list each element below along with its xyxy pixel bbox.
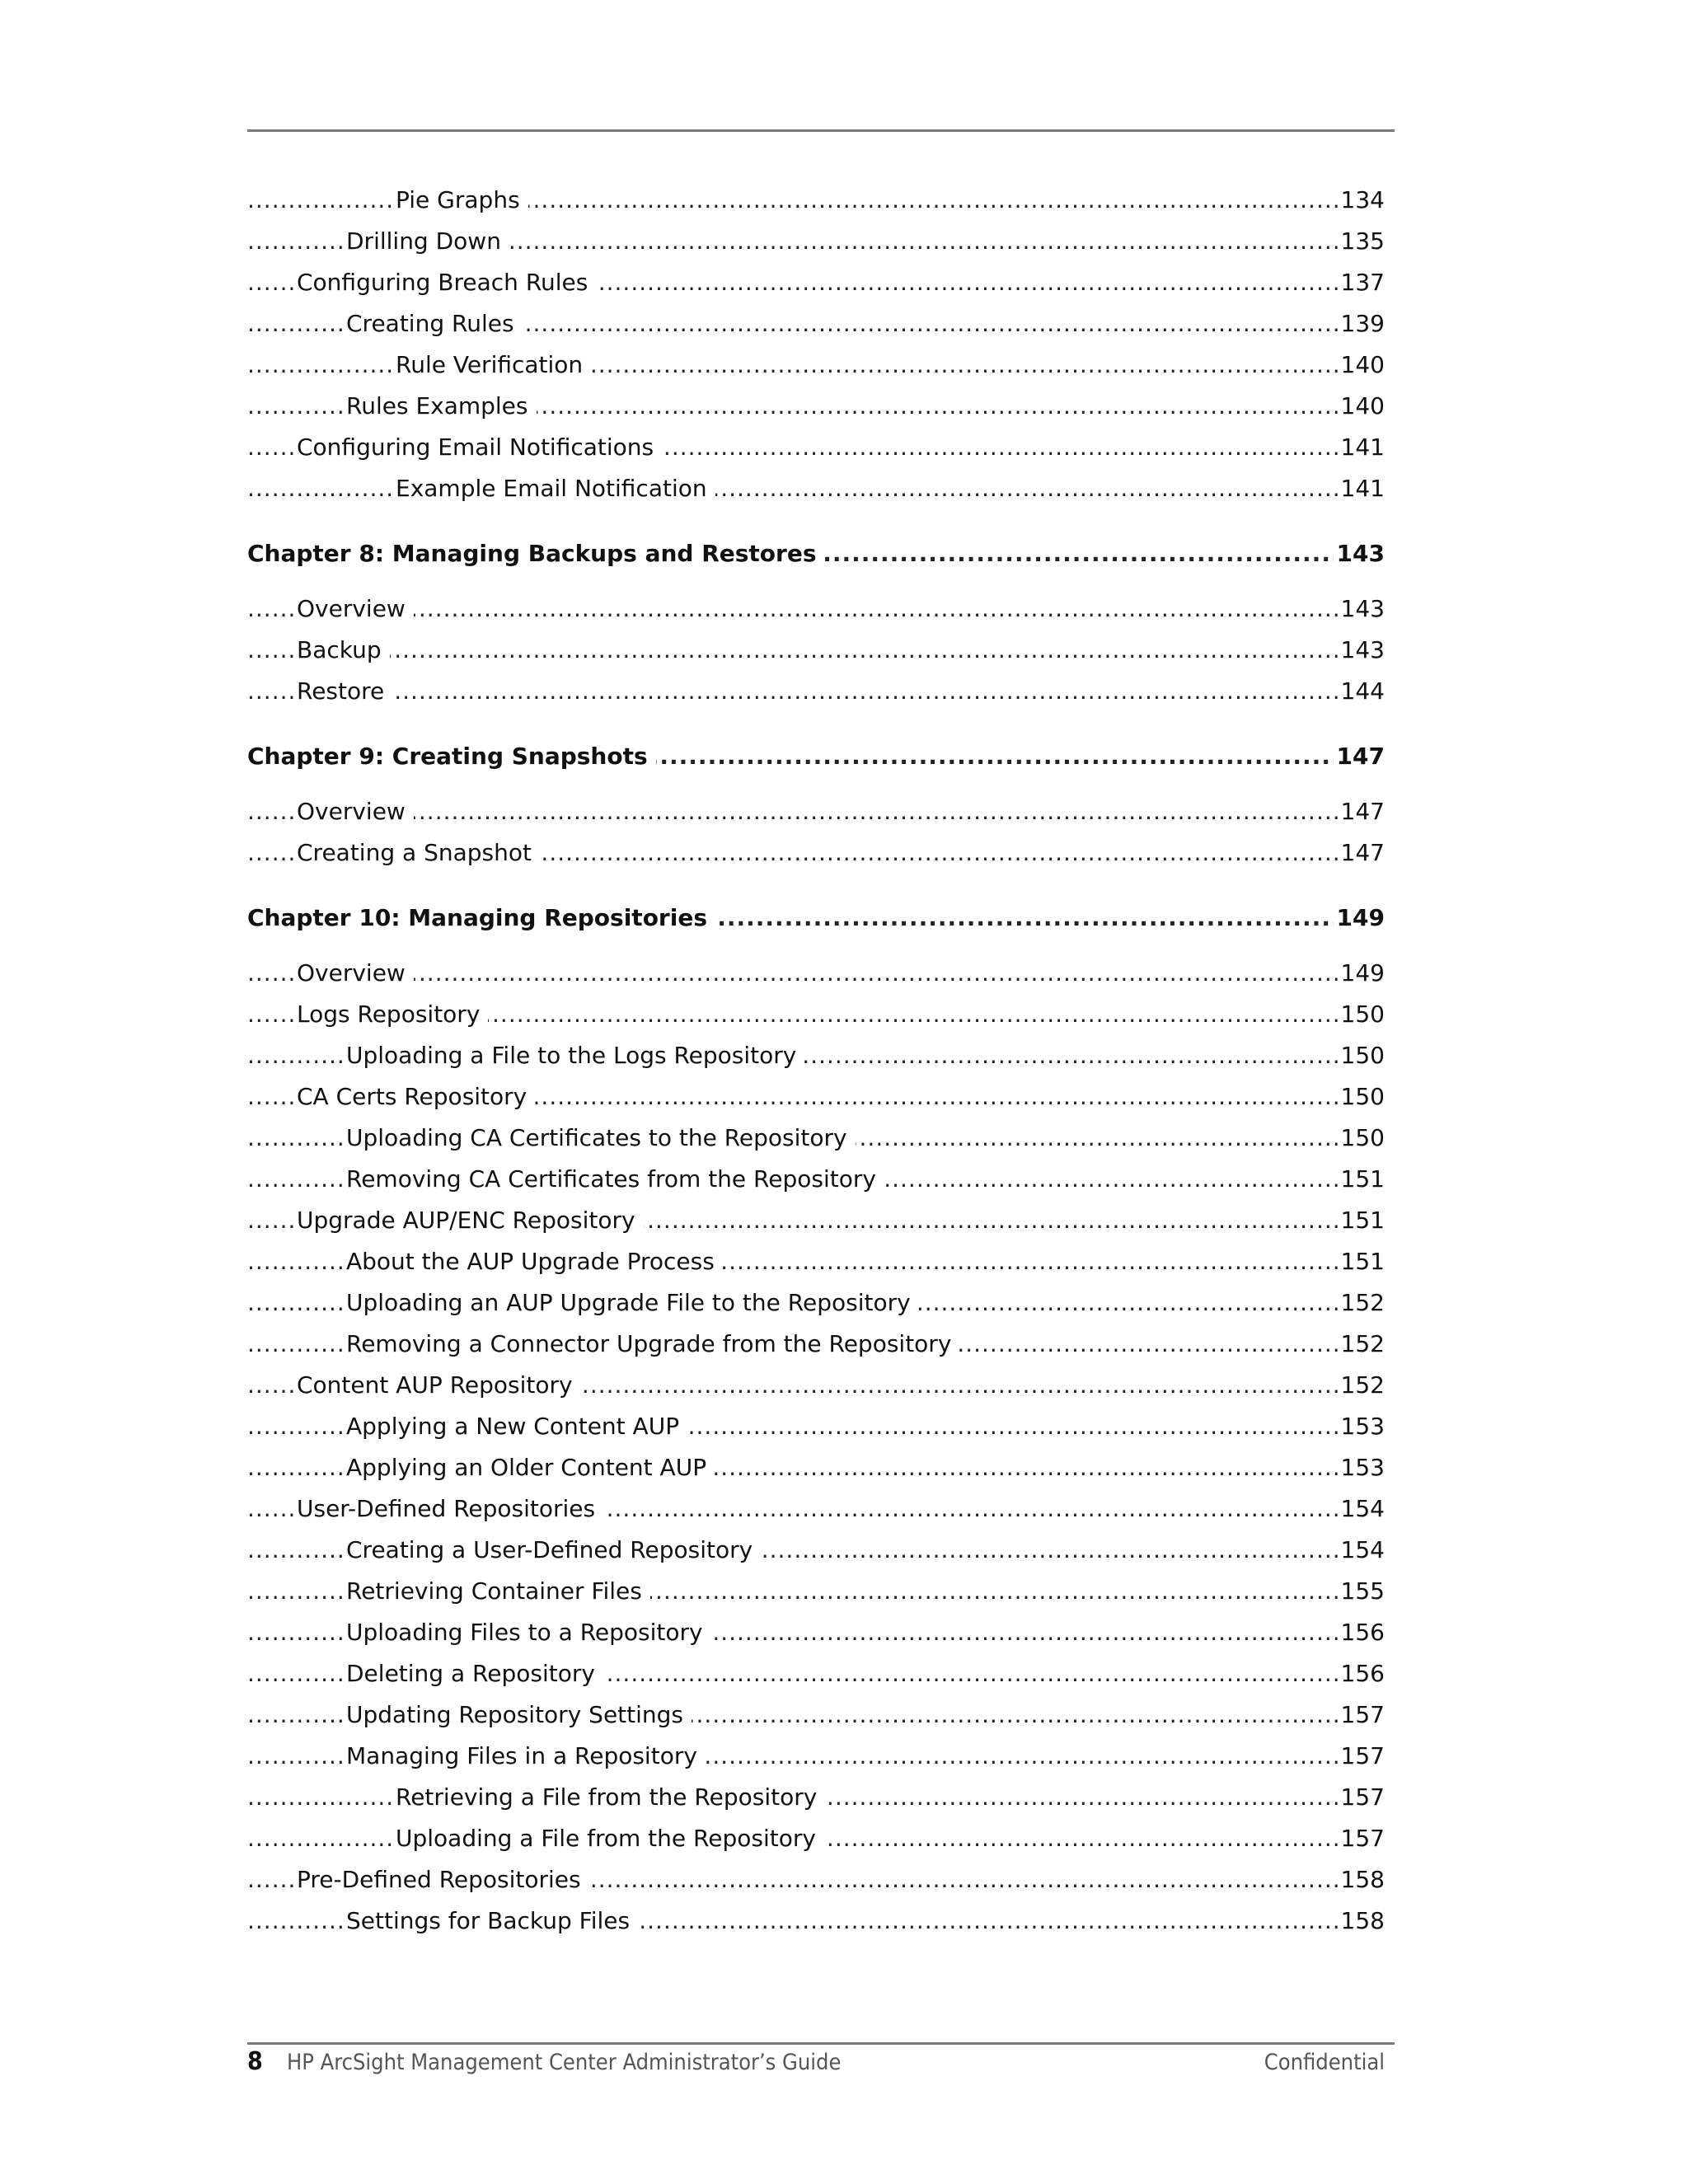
toc-entry[interactable] — [247, 303, 1385, 344]
toc-entry-page-number: 151 — [1338, 1159, 1385, 1200]
toc-entry-label: ..... Backup — [297, 630, 390, 671]
toc-entry[interactable] — [247, 1694, 1385, 1736]
toc-entry-label: ..... Chapter 10: Managing Repositories — [247, 898, 715, 939]
toc-entry[interactable] — [247, 1447, 1385, 1488]
toc-entry[interactable] — [247, 221, 1385, 262]
toc-entry[interactable] — [247, 1859, 1385, 1900]
toc-entry-label: ..... Chapter 8: Managing Backups and Restores — [247, 533, 825, 574]
toc-entry-label: ..... Configuring Email Notifications — [297, 427, 662, 468]
toc-entry-label: ..... About the AUP Upgrade Process — [346, 1241, 723, 1282]
toc-entry[interactable] — [247, 1612, 1385, 1653]
toc-entry[interactable] — [247, 344, 1385, 386]
toc-entry[interactable] — [247, 671, 1385, 712]
toc-entry-label: ..... Logs Repository — [297, 994, 488, 1035]
toc-entry-label: ..... Creating a Snapshot — [297, 832, 540, 874]
toc-entry-label: ..... Retrieving a File from the Repository — [396, 1777, 825, 1818]
toc-entry[interactable] — [247, 468, 1385, 509]
toc-entry[interactable] — [247, 1324, 1385, 1365]
toc-entry-page-number: 147 — [1338, 832, 1385, 874]
toc-entry-label: ..... Configuring Breach Rules — [297, 262, 596, 303]
toc-entry[interactable] — [247, 1736, 1385, 1777]
toc-entry-label: ..... Removing a Connector Upgrade from the Repository — [346, 1324, 959, 1365]
toc-entry-label: ..... User-Defined Repositories — [297, 1488, 603, 1530]
toc-entry-page-number: 144 — [1338, 671, 1385, 712]
toc-entry-page-number: 157 — [1338, 1736, 1385, 1777]
toc-entry-page-number: 150 — [1338, 1118, 1385, 1159]
toc-entry-page-number: 154 — [1338, 1488, 1385, 1530]
toc-entry[interactable] — [247, 262, 1385, 303]
toc-entry[interactable] — [247, 386, 1385, 427]
toc-entry-label: ..... CA Certs Repository — [297, 1076, 535, 1118]
toc-entry[interactable] — [247, 1200, 1385, 1241]
toc-entry[interactable] — [247, 1076, 1385, 1118]
header-rule — [247, 129, 1395, 132]
toc-entry-label: ..... Managing Files in a Repository — [346, 1736, 706, 1777]
toc-entry[interactable] — [247, 1653, 1385, 1694]
toc-entry-label: ..... Settings for Backup Files — [346, 1900, 638, 1942]
toc-entry-label: ..... Removing CA Certificates from the Repository — [346, 1159, 884, 1200]
toc-entry-label: ..... Applying an Older Content AUP — [346, 1447, 715, 1488]
toc-entry-label: ..... Restore — [297, 671, 392, 712]
toc-entry-label: ..... Pre-Defined Repositories — [297, 1859, 589, 1900]
toc-entry-page-number: 147 — [1338, 791, 1385, 832]
toc-entry[interactable] — [247, 1241, 1385, 1282]
toc-entry-page-number: 158 — [1338, 1859, 1385, 1900]
toc-entry-label: ..... Uploading Files to a Repository — [346, 1612, 711, 1653]
toc-entry-page-number: 158 — [1338, 1900, 1385, 1942]
toc-entry-label: ..... Content AUP Repository — [297, 1365, 581, 1406]
toc-entry[interactable] — [247, 180, 1385, 221]
footer-rule — [247, 2042, 1395, 2045]
toc-entry-label: ..... Creating Rules — [346, 303, 523, 344]
toc-entry-page-number: 143 — [1338, 588, 1385, 630]
toc-entry-label: ..... Overview — [297, 953, 414, 994]
toc-entry[interactable] — [247, 1571, 1385, 1612]
toc-entry-label: ..... Creating a User-Defined Repository — [346, 1530, 761, 1571]
toc-chapter-entry[interactable] — [247, 736, 1385, 777]
toc-entry-label: ..... Drilling Down — [346, 221, 509, 262]
footer-confidential: Confidential — [1264, 2050, 1385, 2075]
toc-entry[interactable] — [247, 1530, 1385, 1571]
toc-entry-page-number: 143 — [1338, 630, 1385, 671]
toc-entry-page-number: 152 — [1338, 1282, 1385, 1324]
toc-entry-label: ..... Uploading a File from the Repository — [396, 1818, 824, 1859]
toc-entry-label: ..... Uploading CA Certificates to the Repository — [346, 1118, 856, 1159]
toc-entry-page-number: 157 — [1338, 1818, 1385, 1859]
toc-entry-label: ..... Upgrade AUP/ENC Repository — [297, 1200, 644, 1241]
toc-entry[interactable] — [247, 1282, 1385, 1324]
toc-entry-label: ..... Applying a New Content AUP — [346, 1406, 687, 1447]
page-footer — [247, 2047, 1385, 2080]
footer-page-number: 8 — [247, 2047, 263, 2076]
toc-entry-label: ..... Deleting a Repository — [346, 1653, 603, 1694]
toc-entry[interactable] — [247, 1365, 1385, 1406]
toc-entry-page-number: 153 — [1338, 1447, 1385, 1488]
toc-entry-page-number: 141 — [1338, 427, 1385, 468]
toc-entry-page-number: 140 — [1338, 386, 1385, 427]
toc-entry-page-number: 152 — [1338, 1365, 1385, 1406]
toc-entry[interactable] — [247, 427, 1385, 468]
toc-entry-page-number: 150 — [1338, 994, 1385, 1035]
toc-entry-label: ..... Example Email Notification — [396, 468, 715, 509]
toc-entry-page-number: 152 — [1338, 1324, 1385, 1365]
footer-guide-title: HP ArcSight Management Center Administrator’s Guide — [287, 2050, 842, 2075]
toc-entry-page-number: 155 — [1338, 1571, 1385, 1612]
toc-entry[interactable] — [247, 1900, 1385, 1942]
toc-entry-page-number: 150 — [1338, 1076, 1385, 1118]
toc-entry-page-number: 150 — [1338, 1035, 1385, 1076]
toc-entry-page-number: 157 — [1338, 1777, 1385, 1818]
toc-entry-page-number: 149 — [1338, 953, 1385, 994]
toc-entry[interactable] — [247, 994, 1385, 1035]
toc-entry-page-number: 139 — [1338, 303, 1385, 344]
toc-entry-page-number: 140 — [1338, 344, 1385, 386]
toc-entry[interactable] — [247, 630, 1385, 671]
toc-entry-label: ..... Rules Examples — [346, 386, 537, 427]
toc-entry[interactable] — [247, 588, 1385, 630]
toc-entry-label: ..... Retrieving Container Files — [346, 1571, 650, 1612]
toc-entry[interactable] — [247, 1159, 1385, 1200]
toc-chapter-entry[interactable] — [247, 533, 1385, 574]
toc-entry-page-number: 156 — [1338, 1653, 1385, 1694]
toc-entry-page-number: 157 — [1338, 1694, 1385, 1736]
toc-entry-label: ..... Updating Repository Settings — [346, 1694, 692, 1736]
toc-chapter-entry[interactable] — [247, 898, 1385, 939]
toc-entry-page-number: 137 — [1338, 262, 1385, 303]
toc-entry-label: ..... Rule Verification — [396, 344, 591, 386]
toc-entry-page-number: 156 — [1338, 1612, 1385, 1653]
toc-entry[interactable] — [247, 1118, 1385, 1159]
toc-entry-page-number: 149 — [1334, 898, 1385, 939]
toc-entry[interactable] — [247, 953, 1385, 994]
toc-entry[interactable] — [247, 1035, 1385, 1076]
toc-entry-label: ..... Chapter 9: Creating Snapshots — [247, 736, 656, 777]
toc-entry-label: ..... Uploading a File to the Logs Repository — [346, 1035, 804, 1076]
toc-entry-label: ..... Overview — [297, 791, 414, 832]
toc-entry[interactable] — [247, 791, 1385, 832]
toc-entry-label: ..... Pie Graphs — [396, 180, 528, 221]
toc-entry-page-number: 151 — [1338, 1200, 1385, 1241]
toc-entry-page-number: 135 — [1338, 221, 1385, 262]
table-of-contents — [247, 180, 1385, 1942]
toc-entry-page-number: 147 — [1334, 736, 1385, 777]
toc-entry-page-number: 141 — [1338, 468, 1385, 509]
toc-entry[interactable] — [247, 1818, 1385, 1859]
toc-entry[interactable] — [247, 1777, 1385, 1818]
toc-entry-page-number: 153 — [1338, 1406, 1385, 1447]
toc-entry-label: ..... Overview — [297, 588, 414, 630]
toc-entry[interactable] — [247, 1488, 1385, 1530]
toc-entry-page-number: 134 — [1338, 180, 1385, 221]
toc-entry-label: ..... Uploading an AUP Upgrade File to the Repository — [346, 1282, 919, 1324]
toc-entry-page-number: 151 — [1338, 1241, 1385, 1282]
toc-entry-page-number: 154 — [1338, 1530, 1385, 1571]
toc-entry[interactable] — [247, 832, 1385, 874]
toc-entry-page-number: 143 — [1334, 533, 1385, 574]
toc-entry[interactable] — [247, 1406, 1385, 1447]
